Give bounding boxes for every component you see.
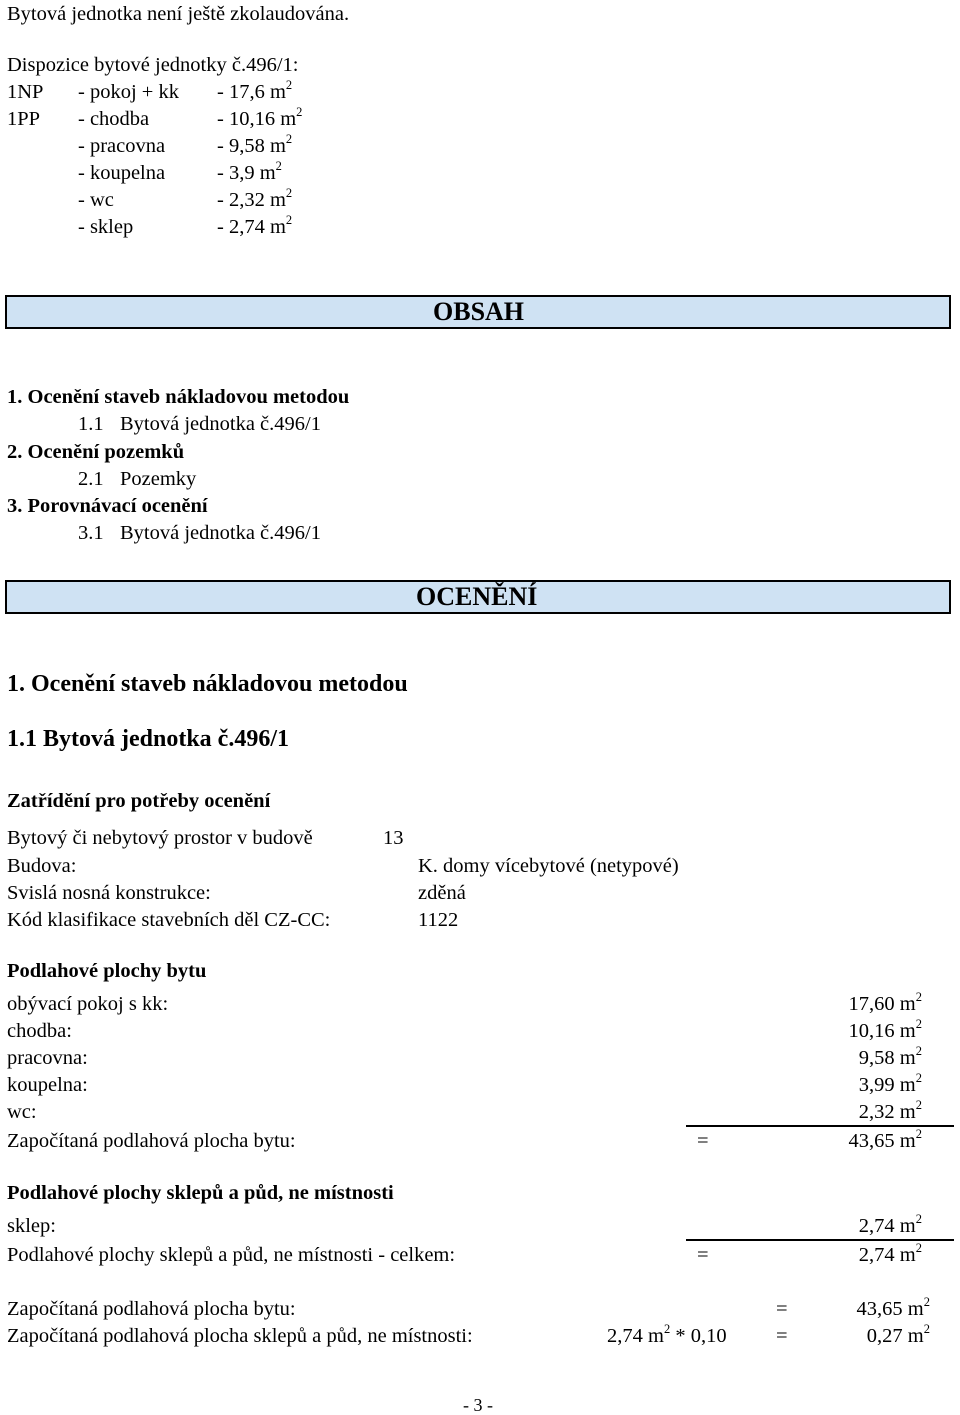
dispozice-room: - sklep [78,216,134,238]
classification-value: 1122 [418,909,459,931]
summary-label: Započítaná podlahová plocha sklepů a půd, ne místnosti: [7,1325,473,1347]
classification-value: K. domy vícebytové (netypové) [418,855,679,877]
floor-area-value: 2,32 $m^2$ [858,1098,922,1123]
dispozice-room: - pokoj + kk [78,81,179,103]
floor-area-total-value: 43,65 $m^2$ [848,1127,922,1152]
toc-item-number: 2.1 [78,468,104,490]
sum-divider [686,1125,954,1127]
summary-label: Započítaná podlahová plocha bytu: [7,1298,296,1320]
toc-item-number: 3.1 [78,522,104,544]
floor-area-label: koupelna: [7,1074,88,1096]
dispozice-area: - 2,32 $m^2$ [217,186,293,211]
dispozice-heading: Dispozice bytové jednotky č.496/1: [7,54,299,76]
floor-area-value: 9,58 $m^2$ [858,1044,922,1069]
dispozice-floor: 1NP [7,81,44,103]
floor-area-value: 3,99 $m^2$ [858,1071,922,1096]
zatrideni-heading: Zatřídění pro potřeby ocenění [7,790,271,812]
intro-note: Bytová jednotka není ještě zkolaudována. [7,3,350,25]
summary-value: 43,65 $m^2$ [856,1295,930,1320]
dispozice-room: - chodba [78,108,150,130]
toc-item[interactable]: Pozemky [120,468,197,490]
floor-areas-heading: Podlahové plochy bytu [7,960,207,982]
dispozice-area: - 3,9 $m^2$ [217,159,282,184]
sum-divider [686,1239,954,1241]
dispozice-area: - 2,74 $m^2$ [217,213,293,238]
floor-area-label: chodba: [7,1020,72,1042]
oceneni-title: OCENĚNÍ [416,582,538,611]
toc-item[interactable]: 2. Ocenění pozemků [7,441,185,463]
cellar-area-total-value: 2,74 $m^2$ [858,1241,922,1266]
classification-value: zděná [418,882,466,904]
prostor-value: 13 [383,827,404,849]
toc-item[interactable]: Bytová jednotka č.496/1 [120,413,321,435]
summary-value: 0,27 $m^2$ [866,1322,930,1347]
toc-item-number: 1.1 [78,413,104,435]
floor-area-label: pracovna: [7,1047,88,1069]
cellar-areas-heading: Podlahové plochy sklepů a půd, ne místnosti [7,1182,394,1204]
toc-item[interactable]: 1. Ocenění staveb nákladovou metodou [7,386,350,408]
obsah-title: OBSAH [433,297,525,326]
equals-sign: = [776,1298,788,1320]
prostor-label: Bytový či nebytový prostor v budově [7,827,313,849]
toc-item[interactable]: 3. Porovnávací ocenění [7,495,208,517]
dispozice-area: - 9,58 $m^2$ [217,132,293,157]
dispozice-area: - 17,6 $m^2$ [217,78,293,103]
floor-area-total-label: Započítaná podlahová plocha bytu: [7,1130,296,1152]
toc-item[interactable]: Bytová jednotka č.496/1 [120,522,321,544]
classification-label: Svislá nosná konstrukce: [7,882,211,904]
summary-calculation: 2,74 $m^2 * 0,10$ [607,1322,727,1347]
dispozice-room: - koupelna [78,162,166,184]
classification-label: Kód klasifikace stavebních děl CZ-CC: [7,909,331,931]
dispozice-room: - wc [78,189,114,211]
equals-sign: = [697,1130,709,1152]
dispozice-room: - pracovna [78,135,166,157]
subsection-heading: 1.1 Bytová jednotka č.496/1 [7,726,289,752]
floor-area-label: wc: [7,1101,37,1123]
floor-area-value: 17,60 $m^2$ [848,990,922,1015]
cellar-area-value: 2,74 $m^2$ [858,1212,922,1237]
equals-sign: = [776,1325,788,1347]
floor-area-value: 10,16 $m^2$ [848,1017,922,1042]
equals-sign: = [697,1244,709,1266]
page-number: - 3 - [463,1395,493,1415]
dispozice-floor: 1PP [7,108,41,130]
cellar-area-total-label: Podlahové plochy sklepů a půd, ne místnosti - celkem: [7,1244,456,1266]
classification-label: Budova: [7,855,77,877]
section-heading: 1. Ocenění staveb nákladovou metodou [7,671,408,697]
cellar-area-label: sklep: [7,1215,56,1237]
dispozice-area: - 10,16 $m^2$ [217,105,303,130]
floor-area-label: obývací pokoj s kk: [7,993,169,1015]
